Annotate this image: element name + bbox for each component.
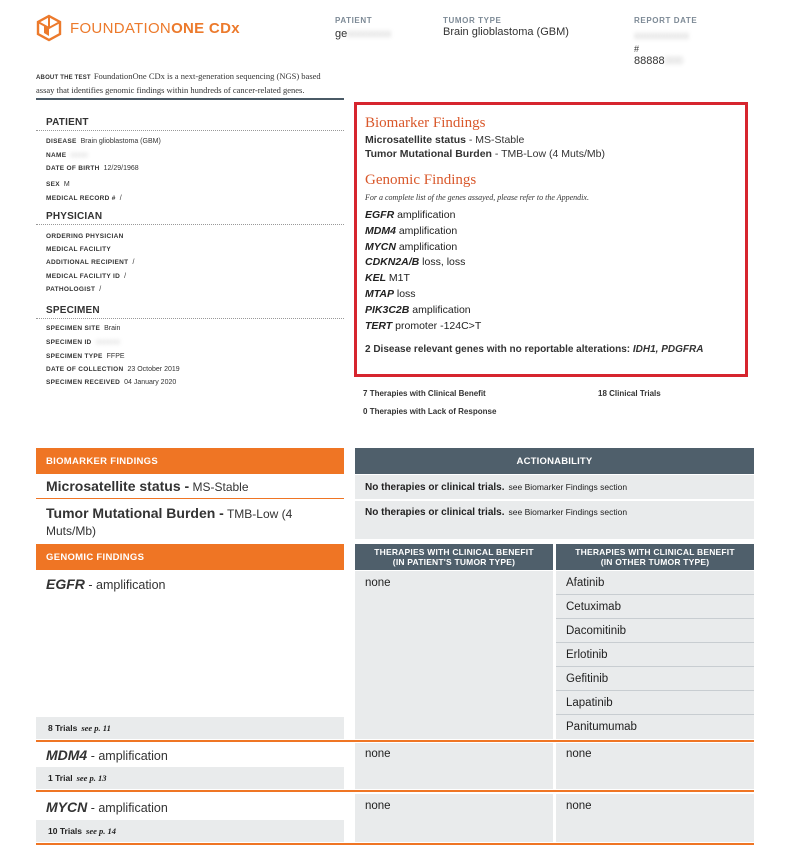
tmb-summary: Tumor Mutational Burden - TMB-Low (4 Muts/Mb) — [365, 148, 605, 160]
medical-facility-row: MEDICAL FACILITY — [46, 246, 111, 253]
egfr-patient-therapies-cell — [355, 571, 553, 739]
therapies-lack-count: 0 Therapies with Lack of Response — [363, 407, 497, 416]
no-alteration-genes: 2 Disease relevant genes with no reportable alterations: IDH1, PDGFRA — [365, 344, 704, 356]
gene-finding: MTAP loss — [365, 287, 416, 300]
gene-finding: MDM4 amplification — [365, 224, 458, 237]
disease-row: DISEASE Brain glioblastoma (GBM) — [46, 138, 161, 145]
genomic-findings-header: GENOMIC FINDINGS — [36, 544, 344, 570]
egfr-trials[interactable]: 8 Trials see p. 11 — [36, 717, 344, 739]
medical-facility-id-row: MEDICAL FACILITY ID / — [46, 273, 127, 280]
drug-item: Gefitinib — [556, 667, 754, 691]
tumor-type-label: TUMOR TYPE — [443, 16, 502, 25]
row-divider — [36, 498, 344, 499]
therapies-other-tumor-header: THERAPIES WITH CLINICAL BENEFIT (IN OTHER TUMOR TYPE) — [556, 544, 754, 570]
drug-item: Lapatinib — [556, 691, 754, 715]
physician-section-rule — [36, 224, 344, 225]
row-divider — [36, 740, 754, 742]
patient-name: gexxxxxxxx — [335, 28, 392, 40]
sex-row: SEX M — [46, 181, 70, 188]
appendix-note: For a complete list of the genes assayed, please refer to the Appendix. — [365, 193, 589, 202]
biomarker-findings-heading: Biomarker Findings — [365, 115, 486, 131]
about-divider — [36, 98, 344, 100]
specimen-type-row: SPECIMEN TYPE FFPE — [46, 353, 125, 360]
patient-section-title: PATIENT — [46, 117, 89, 128]
gene-finding: TERT promoter -124C>T — [365, 319, 482, 332]
drug-item: Panitumumab — [566, 721, 637, 733]
msi-actionability: No therapies or clinical trials. see Biomarker Findings section — [355, 475, 754, 499]
gene-finding: EGFR amplification — [365, 209, 456, 221]
biomarker-findings-header: BIOMARKER FINDINGS — [36, 448, 344, 474]
mdm4-other-therapies: none — [556, 743, 754, 789]
logo — [36, 14, 240, 42]
patient-label: PATIENT — [335, 16, 373, 25]
mdm4-patient-therapies: none — [355, 743, 553, 789]
egfr-patient-therapies: none — [365, 577, 391, 589]
tumor-type-value: Brain glioblastoma (GBM) — [443, 26, 569, 38]
mdm4-trials[interactable]: 1 Trial see p. 13 — [36, 767, 344, 789]
additional-recipient-row: ADDITIONAL RECIPIENT / — [46, 259, 135, 266]
row-divider — [36, 843, 754, 845]
patient-section-rule — [36, 130, 344, 131]
pathologist-row: PATHOLOGIST / — [46, 286, 102, 293]
specimen-site-row: SPECIMEN SITE Brain — [46, 325, 121, 332]
gene-finding: KEL M1T — [365, 272, 410, 285]
medical-record-row: MEDICAL RECORD # / — [46, 195, 122, 202]
mdm4-row-name: MDM4 - amplification — [46, 747, 168, 763]
therapies-benefit-count: 7 Therapies with Clinical Benefit — [363, 389, 486, 398]
mycn-other-therapies: none — [556, 794, 754, 842]
msi-summary: Microsatellite status - MS-Stable — [365, 134, 525, 146]
logo-text: FOUNDATIONONE CDx — [70, 19, 240, 37]
physician-section-title: PHYSICIAN — [46, 211, 103, 222]
findings-summary-box — [354, 102, 748, 377]
report-date-label: REPORT DATE — [634, 16, 698, 25]
specimen-id-row: SPECIMEN ID xxxxxxx — [46, 339, 121, 346]
gene-finding: CDKN2A/B loss, loss — [365, 256, 466, 269]
mycn-trials[interactable]: 10 Trials see p. 14 — [36, 820, 344, 842]
drug-item: Cetuximab — [556, 595, 754, 619]
egfr-row-name: EGFR - amplification — [46, 576, 166, 592]
msi-row-name: Microsatellite status - MS-Stable — [46, 478, 249, 494]
about-the-test: ABOUT THE TEST FoundationOne CDx is a next-generation sequencing (NGS) based assay that identifies genomic findings within hundreds of cancer-related genes. — [36, 71, 321, 95]
drug-item: Dacomitinib — [556, 619, 754, 643]
specimen-section-rule — [36, 318, 344, 319]
foundation-cube-icon — [36, 14, 62, 42]
gene-finding: PIK3C2B amplification — [365, 303, 471, 316]
mycn-patient-therapies: none — [355, 794, 553, 842]
collection-date-row: DATE OF COLLECTION 23 October 2019 — [46, 366, 180, 373]
therapies-patient-tumor-header: THERAPIES WITH CLINICAL BENEFIT (IN PATIENT'S TUMOR TYPE) — [355, 544, 553, 570]
gene-finding: MYCN amplification — [365, 240, 458, 253]
egfr-other-therapies — [556, 571, 754, 739]
dob-row: DATE OF BIRTH 12/29/1968 — [46, 165, 139, 172]
specimen-received-row: SPECIMEN RECEIVED 04 January 2020 — [46, 379, 177, 386]
genomic-findings-heading: Genomic Findings — [365, 172, 477, 188]
name-row: NAME xxxxx — [46, 152, 88, 159]
mycn-row-name: MYCN - amplification — [46, 799, 168, 815]
ordering-physician-row: ORDERING PHYSICIAN — [46, 233, 124, 240]
actionability-header: ACTIONABILITY — [355, 448, 754, 474]
tmb-actionability: No therapies or clinical trials. see Biomarker Findings section — [355, 501, 754, 539]
clinical-trials-count: 18 Clinical Trials — [598, 389, 661, 398]
tmb-row-name: Tumor Mutational Burden - TMB-Low (4 Muts/Mb) — [46, 505, 293, 538]
report-id: 88888000 — [634, 55, 683, 67]
drug-item: Erlotinib — [556, 643, 754, 667]
report-date-value: xxxxxxxxxx — [634, 30, 689, 42]
specimen-section-title: SPECIMEN — [46, 305, 100, 316]
row-divider — [36, 790, 754, 792]
drug-item: Afatinib — [556, 571, 754, 595]
report-id-symbol: # — [634, 44, 640, 54]
